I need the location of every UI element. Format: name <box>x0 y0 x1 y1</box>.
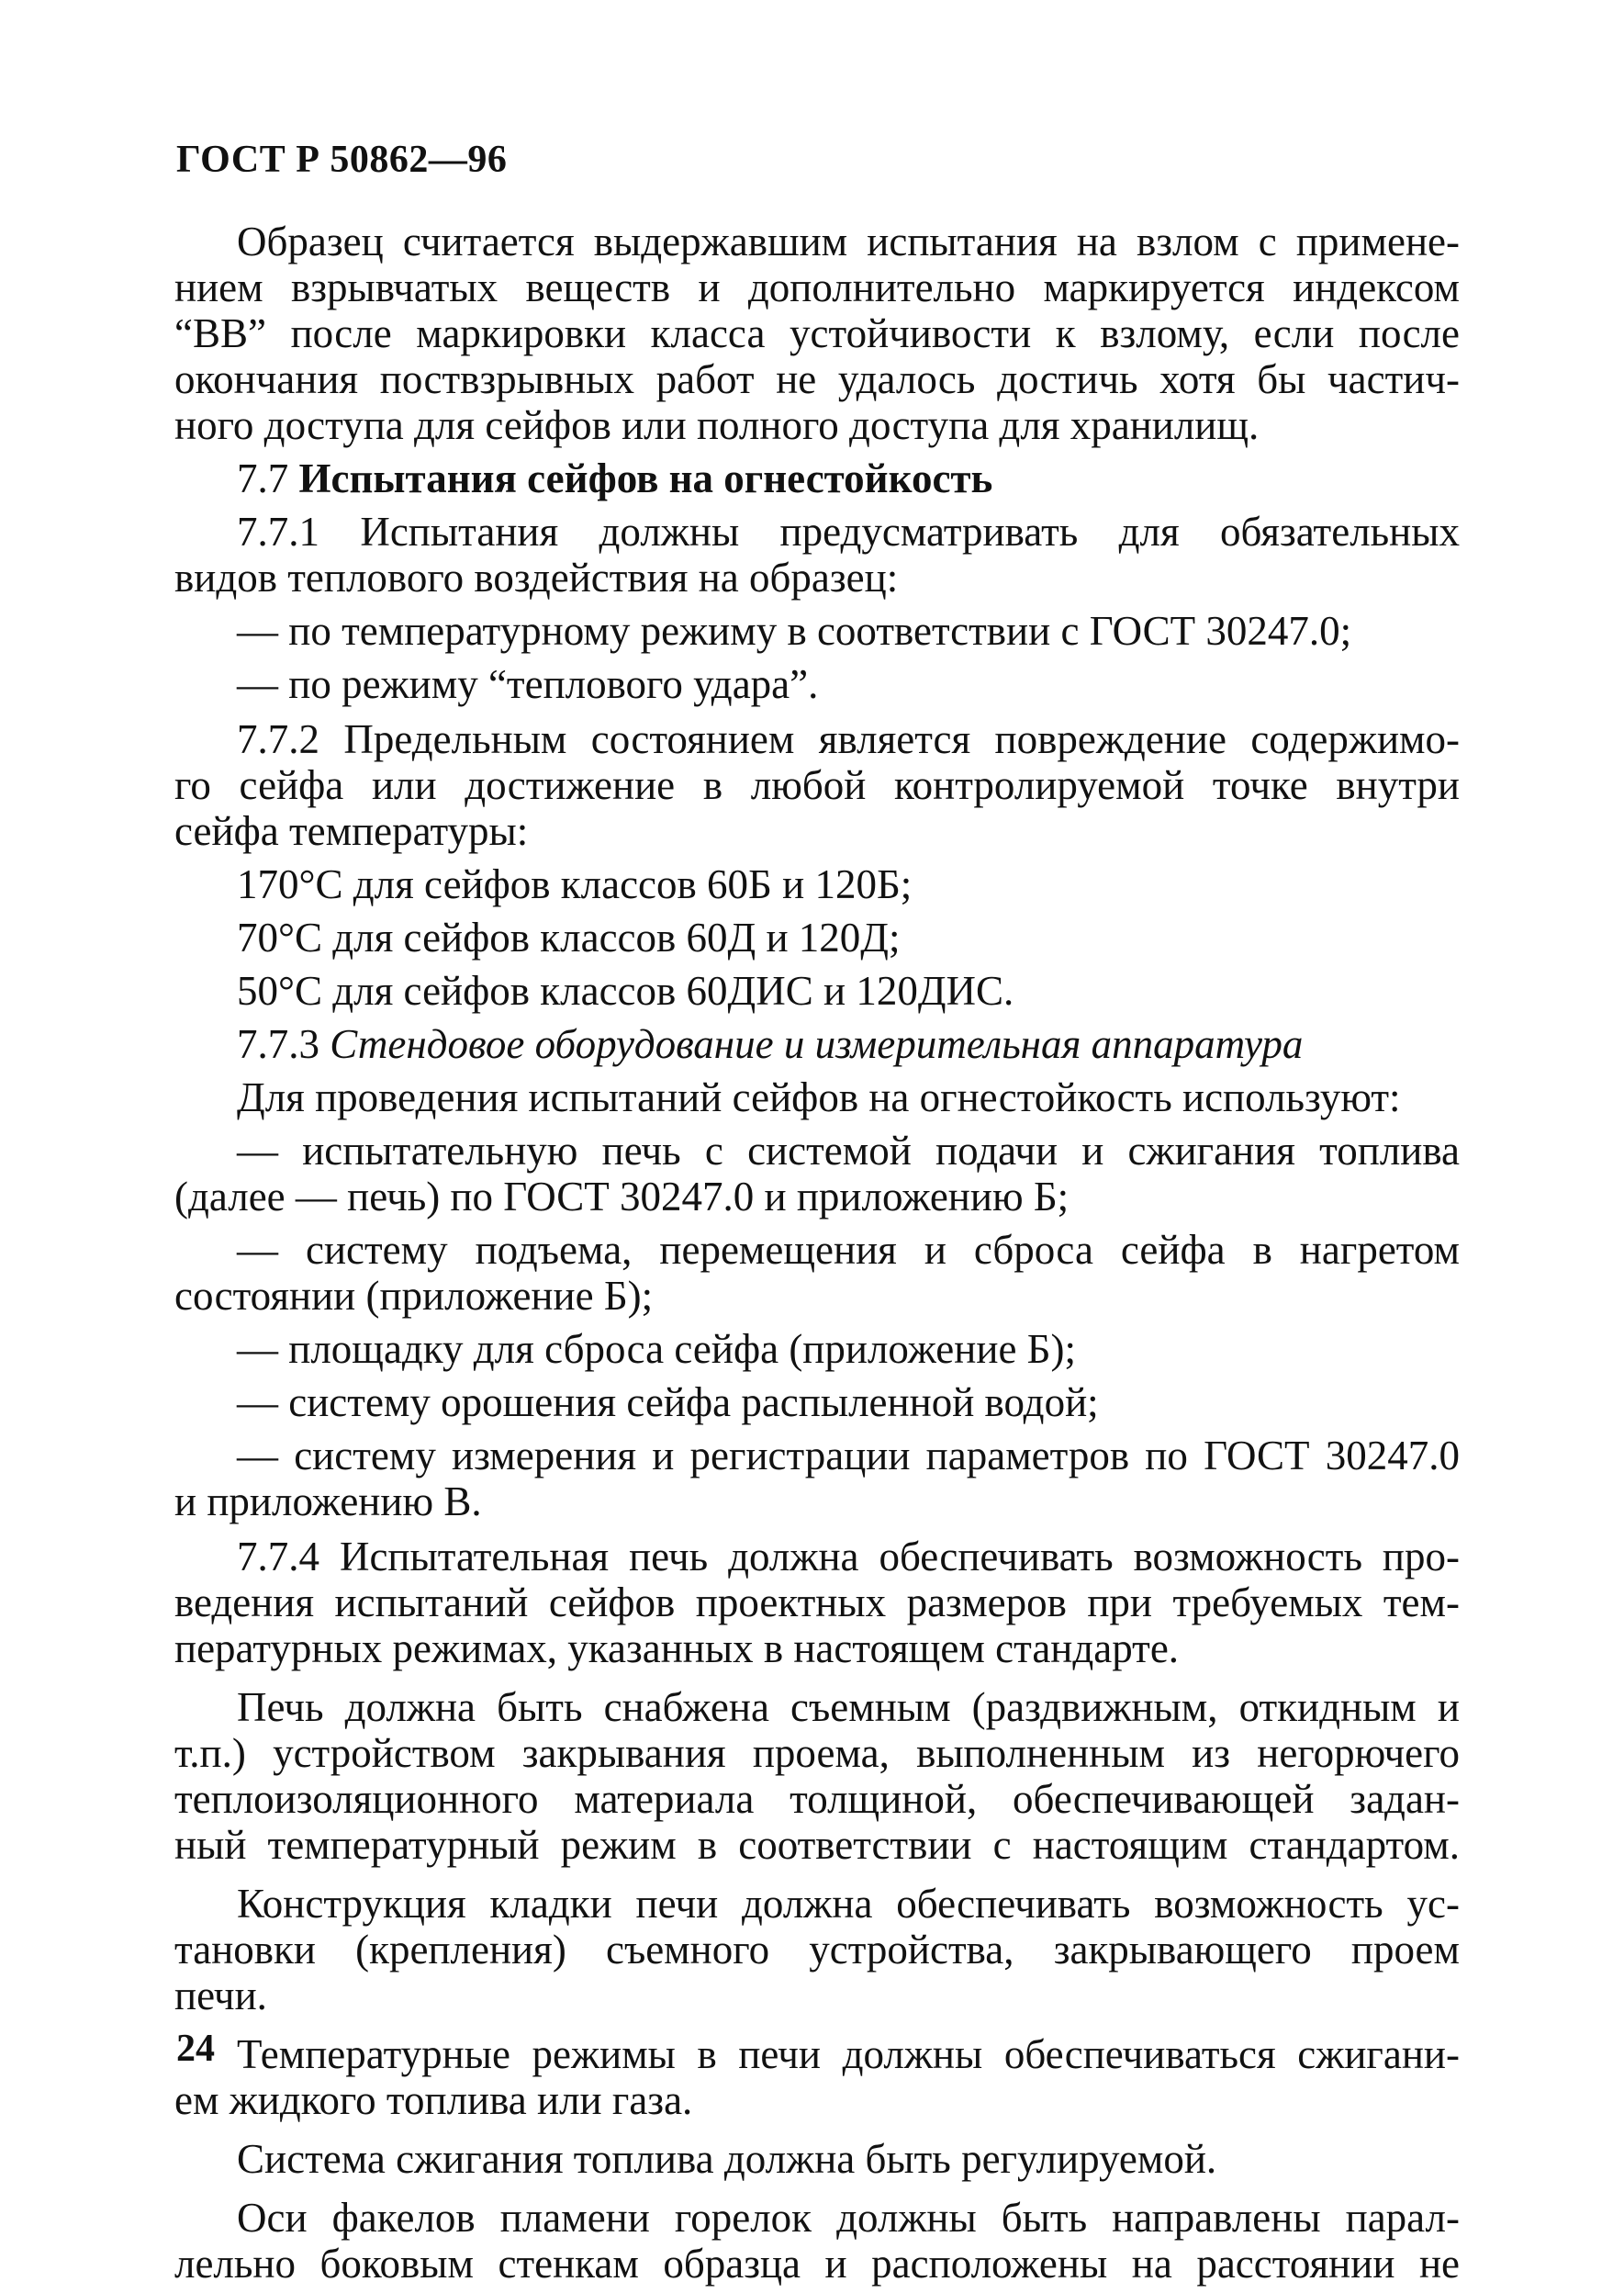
text-line: окончания поствзрывных работ не удалось достичь хотя бы частич- <box>174 356 1460 402</box>
section-number: 7.7.3 <box>237 1021 319 1067</box>
list-item: — по режиму “теплового удара”. <box>237 661 819 707</box>
text-line: 7.7.4 Испытательная печь должна обеспечивать возможность про- <box>237 1534 1460 1579</box>
list-item: — систему подъема, перемещения и сброса сейфа в нагретом <box>237 1227 1460 1273</box>
text-line: Конструкция кладки печи должна обеспечивать возможность ус- <box>237 1881 1460 1927</box>
list-item: — систему измерения и регистрации параметров по ГОСТ 30247.0 <box>237 1433 1460 1478</box>
text-line: Печь должна быть снабжена съемным (раздвижным, откидным и <box>237 1684 1460 1730</box>
list-item: 170°С для сейфов классов 60Б и 120Б; <box>237 861 913 907</box>
text-line: видов теплового воздействия на образец: <box>174 555 899 601</box>
section-number: 7.7 <box>237 455 289 501</box>
text-line: Оси факелов пламени горелок должны быть направлены парал- <box>237 2195 1460 2241</box>
text-line: лельно боковым стенкам образца и расположены на расстоянии не <box>174 2241 1460 2287</box>
text-line: т.п.) устройством закрывания проема, выполненным из негорючего <box>174 1730 1460 1776</box>
list-item: — по температурному режиму в соответствии с ГОСТ 30247.0; <box>237 608 1352 654</box>
list-item: — систему орошения сейфа распыленной водой; <box>237 1379 1099 1425</box>
text-line: Образец считается выдержавшим испытания на взлом с примене- <box>237 219 1460 264</box>
text-line: Для проведения испытаний сейфов на огнестойкость используют: <box>237 1074 1401 1120</box>
text-line: 7.7.2 Предельным состоянием является повреждение содержимо- <box>237 716 1460 762</box>
text-line: 7.7.1 Испытания должны предусматривать для обязательных <box>237 509 1460 555</box>
text-line: нием взрывчатых веществ и дополнительно маркируется индексом <box>174 264 1460 310</box>
list-item: — испытательную печь с системой подачи и сжигания топлива <box>237 1128 1460 1174</box>
text-line: тановки (крепления) съемного устройства, закрывающего проем <box>174 1927 1460 1973</box>
text-line: пературных режимах, указанных в настоящем стандарте. <box>174 1625 1180 1671</box>
text-line: и приложению В. <box>174 1478 482 1524</box>
section-title: Испытания сейфов на огнестойкость <box>298 455 993 501</box>
text-line: “ВВ” после маркировки класса устойчивости к взлому, если после <box>174 310 1460 356</box>
text-line: состоянии (приложение Б); <box>174 1273 654 1319</box>
text-line: ем жидкого топлива или газа. <box>174 2077 693 2123</box>
list-item: 70°С для сейфов классов 60Д и 120Д; <box>237 915 901 961</box>
text-line: печи. <box>174 1973 267 2018</box>
document-header: ГОСТ Р 50862—96 <box>176 139 508 181</box>
list-item: — площадку для сброса сейфа (приложение Б); <box>237 1326 1076 1372</box>
text-line: ный температурный режим в соответствии с настоящим стандартом. <box>174 1822 1460 1868</box>
text-line: (далее — печь) по ГОСТ 30247.0 и приложению Б; <box>174 1174 1070 1220</box>
text-line: ведения испытаний сейфов проектных размеров при требуемых тем- <box>174 1579 1460 1625</box>
page-number: 24 <box>176 2028 215 2070</box>
text-line: Температурные режимы в печи должны обеспечиваться сжигани- <box>237 2031 1460 2077</box>
text-line: сейфа температуры: <box>174 808 529 854</box>
text-line: ного доступа для сейфов или полного доступа для хранилищ. <box>174 402 1260 448</box>
text-line: го сейфа или достижение в любой контролируемой точке внутри <box>174 762 1460 808</box>
section-title: Стендовое оборудование и измерительная аппаратура <box>330 1021 1304 1067</box>
document-body <box>174 219 1460 2287</box>
list-item: 50°С для сейфов классов 60ДИС и 120ДИС. <box>237 968 1014 1014</box>
section-heading-7-7-3 <box>174 1021 1460 1067</box>
text-line: теплоизоляционного материала толщиной, обеспечивающей задан- <box>174 1776 1460 1822</box>
section-heading-7-7 <box>174 455 1460 501</box>
text-line: Система сжигания топлива должна быть регулируемой. <box>237 2136 1217 2182</box>
